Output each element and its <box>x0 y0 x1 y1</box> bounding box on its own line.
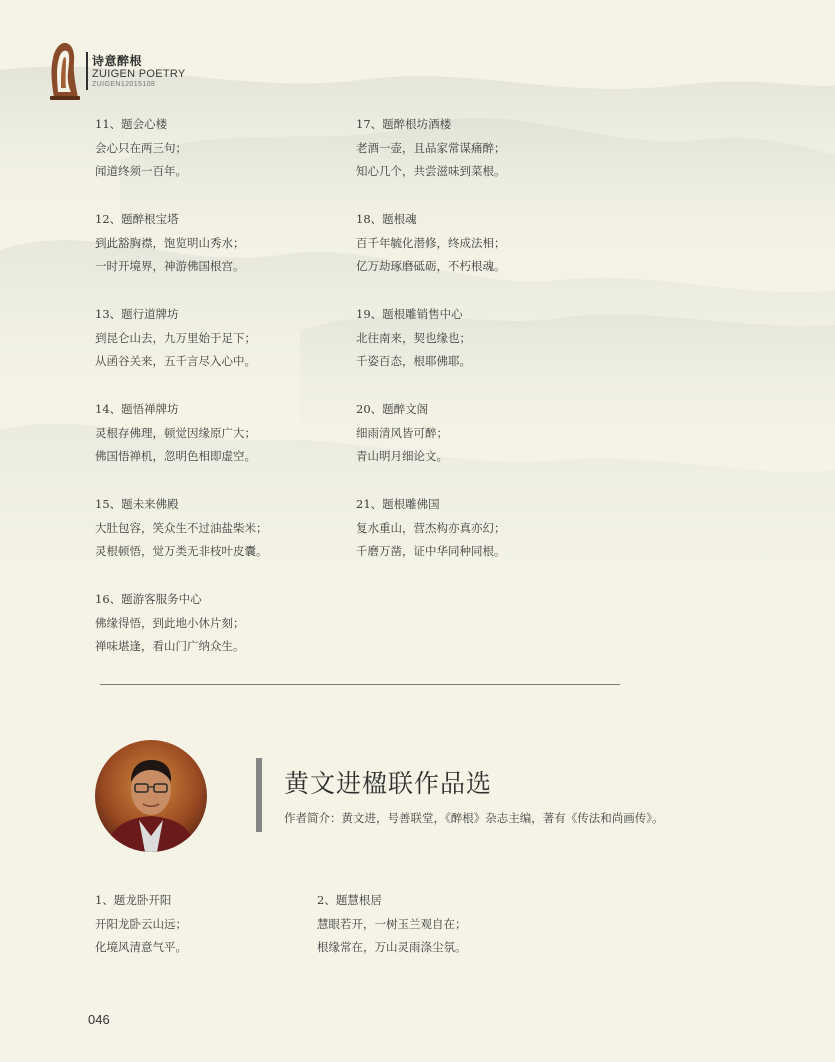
logo-divider <box>86 52 88 90</box>
poem-title: 2、题慧根居 <box>317 893 382 907</box>
poem-20 <box>356 398 448 469</box>
poem-line: 佛国悟禅机，忽明色相即虚空。 <box>95 449 256 463</box>
poem-line: 到此豁胸襟，饱览明山秀水； <box>95 235 245 250</box>
poem-17 <box>356 113 506 184</box>
poem-title: 16、题游客服务中心 <box>95 592 202 606</box>
poem-title: 1、题龙卧开阳 <box>95 893 172 907</box>
poem-title: 18、题根魂 <box>356 212 417 226</box>
poem-title: 17、题醉根坊酒楼 <box>356 117 452 131</box>
root-sculpture-logo-icon <box>44 40 80 100</box>
poem-13 <box>95 303 256 374</box>
poem-18 <box>356 208 506 279</box>
poem-line: 知心几个，共尝滋味到菜根。 <box>356 164 506 178</box>
poem-line: 复水重山，营杰构亦真亦幻； <box>356 520 506 535</box>
poem-title: 21、题根雕佛国 <box>356 497 440 511</box>
author-portrait-avatar <box>95 740 207 852</box>
poem-line: 北往南来，契也缘也； <box>356 330 471 345</box>
poem-line: 灵根顿悟，觉万类无非枝叶皮囊。 <box>95 544 268 558</box>
poem-21 <box>356 493 506 564</box>
poem-line: 到昆仑山去，九万里始于足下； <box>95 330 256 345</box>
poem-title: 20、题醉文阁 <box>356 402 429 416</box>
poem-line: 佛缘得悟，到此地小休片刻； <box>95 615 245 630</box>
author-poem-1 <box>95 889 187 960</box>
poem-11 <box>95 113 187 184</box>
poem-line: 会心只在两三句； <box>95 140 187 155</box>
poem-line: 慧眼若开，一树玉兰观自在； <box>317 916 467 931</box>
page-number: 046 <box>88 1012 110 1027</box>
section-divider <box>100 684 620 685</box>
poem-title: 14、题悟禅牌坊 <box>95 402 179 416</box>
author-section-title: 黄文进楹联作品选 <box>284 769 493 798</box>
poem-line: 百千年毓化潜修，终成法相； <box>356 235 506 250</box>
poem-title: 15、题未来佛殿 <box>95 497 179 511</box>
magazine-issue-code: ZUIGEN12015108 <box>92 81 156 88</box>
author-intro: 作者简介：黄文进，号善联堂，《醉根》杂志主编，著有《传法和尚画传》。 <box>284 811 664 825</box>
poem-line: 灵根存佛理，顿觉因缘原广大； <box>95 425 256 440</box>
poem-line: 化境风清意气平。 <box>95 940 187 954</box>
poem-16 <box>95 588 245 659</box>
poem-12 <box>95 208 245 279</box>
poem-title: 19、题根雕销售中心 <box>356 307 463 321</box>
poem-line: 根缘常在，万山灵雨涤尘氛。 <box>317 940 467 954</box>
poem-line: 闻道终须一百年。 <box>95 164 187 178</box>
poem-line: 千磨万凿，证中华同种同根。 <box>356 544 506 558</box>
poem-19 <box>356 303 471 374</box>
poem-line: 青山明月细论文。 <box>356 449 448 463</box>
poem-line: 从函谷关来，五千言尽入心中。 <box>95 354 256 368</box>
magazine-logo-chinese: 诗意醉根 <box>92 54 143 68</box>
author-poem-2 <box>317 889 467 960</box>
poem-14 <box>95 398 256 469</box>
poem-line: 千姿百态，根耶佛耶。 <box>356 354 471 368</box>
poem-15 <box>95 493 268 564</box>
title-accent-bar <box>256 758 262 832</box>
magazine-logo-english: ZUIGEN POETRY <box>92 68 186 80</box>
poem-line: 老酒一壶，且品家常谋痛醉； <box>356 140 506 155</box>
poem-title: 13、题行道牌坊 <box>95 307 179 321</box>
poem-line: 大肚包容，笑众生不过油盐柴米； <box>95 520 268 535</box>
poem-line: 一时开境界，神游佛国根宫。 <box>95 259 245 273</box>
poem-line: 亿万劫琢磨砥砺，不朽根魂。 <box>356 259 506 273</box>
poem-line: 细雨清风皆可醉； <box>356 425 448 440</box>
poem-line: 禅味堪逢，看山门广纳众生。 <box>95 639 245 653</box>
poem-title: 12、题醉根宝塔 <box>95 212 179 226</box>
poem-title: 11、题会心楼 <box>95 117 168 131</box>
poem-line: 开阳龙卧云山远； <box>95 916 187 931</box>
